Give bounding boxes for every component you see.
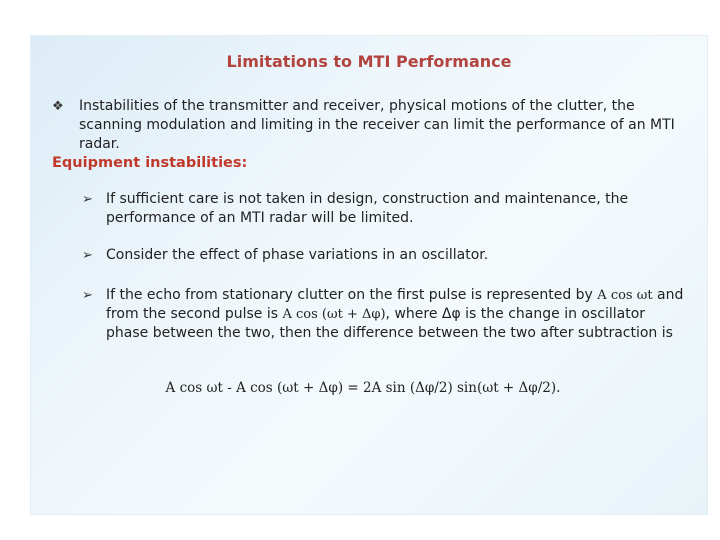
point-3-part-a: If the echo from stationary clutter on the first pulse is represented by [106, 287, 593, 303]
point-1-text: If sufficient care is not taken in design, construction and maintenance, the performance of an MTI radar will be limited. [106, 191, 629, 226]
expr-echo-first-pulse: A cos ωt [597, 288, 653, 303]
expr-echo-second-pulse: A cos (ωt + Δφ) [282, 307, 386, 322]
point-2-text: Consider the effect of phase variations in an oscillator. [106, 247, 489, 263]
slide-title: Limitations to MTI Performance [226, 52, 512, 71]
point-3-part-c: , where Δφ is the change in oscillator phase between the two, then the difference between the two after subtraction is [106, 306, 673, 341]
section-heading: Equipment instabilities: [52, 155, 248, 171]
point-3-part-b: and from the second pulse is [106, 287, 684, 322]
diamond-bullet-icon: ❖ [52, 99, 64, 114]
arrow-bullet-icon: ➢ [82, 248, 93, 263]
arrow-bullet-icon: ➢ [82, 192, 93, 207]
arrow-bullet-icon: ➢ [82, 288, 93, 303]
difference-equation: A cos ωt - A cos (ωt + Δφ) = 2A sin (Δφ/2) sin(ωt + Δφ/2). [165, 380, 561, 396]
slide [30, 35, 708, 515]
intro-bullet-text: Instabilities of the transmitter and receiver, physical motions of the clutter, the scanning modulation and limiting in the receiver can limit the performance of an MTI radar. [79, 98, 675, 152]
point-3-text [106, 286, 686, 343]
